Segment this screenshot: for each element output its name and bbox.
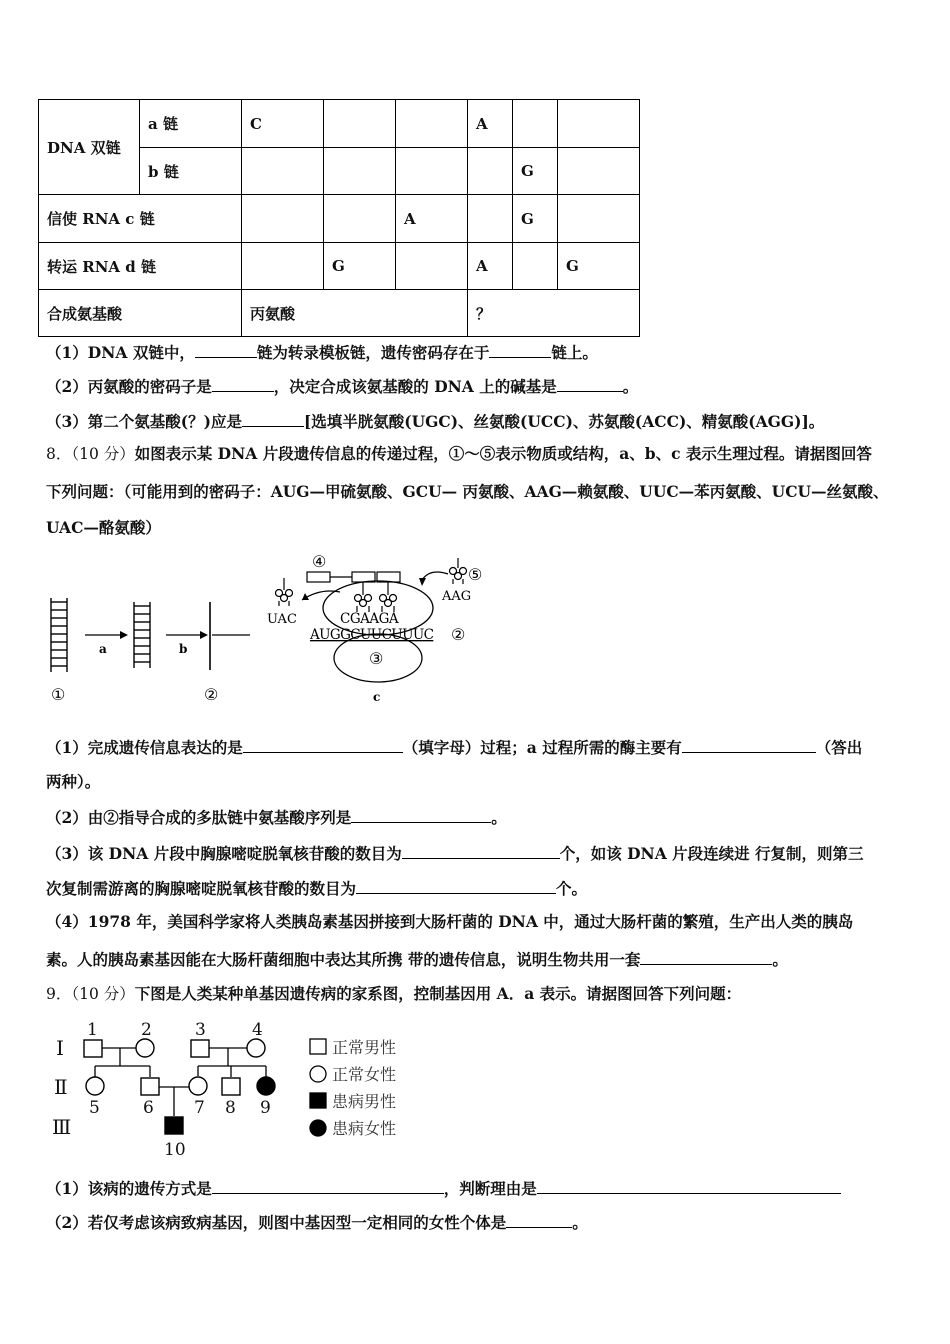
individual-7-female	[189, 1077, 207, 1095]
individual-8-male	[222, 1078, 240, 1095]
generation-2: Ⅱ	[54, 1075, 68, 1099]
cell	[396, 148, 468, 195]
answer-blank[interactable]	[557, 375, 623, 392]
label-2b: ②	[451, 625, 466, 644]
process-c-label: c	[373, 690, 381, 704]
legend-normal-female-icon	[310, 1066, 326, 1082]
q8-sub4: （4）1978 年，美国科学家将人类胰岛素基因拼接到大肠杆菌的 DNA 中，通过大肠杆菌的繁殖，生产出人类的胰岛	[46, 912, 854, 931]
anticodon-text: CGAAGA	[340, 611, 399, 627]
answer-blank[interactable]	[537, 1177, 841, 1194]
individual-1-male	[84, 1040, 102, 1057]
q8-intro-3: UAC—酪氨酸）	[46, 518, 161, 537]
amino-acid-2: ？	[468, 290, 640, 337]
legend-normal-male: 正常男性	[332, 1038, 397, 1057]
legend-affected-female: 患病女性	[332, 1119, 397, 1138]
id-label: 7	[194, 1098, 205, 1118]
answer-blank[interactable]	[243, 736, 403, 753]
amino-acid-1: 丙氨酸	[242, 290, 468, 337]
individual-9-affected-female	[257, 1077, 275, 1095]
id-label: 9	[260, 1098, 271, 1118]
answer-blank[interactable]	[489, 341, 551, 358]
answer-blank[interactable]	[402, 842, 560, 859]
cell: A	[468, 243, 513, 290]
q7-sub2: （2）丙氨酸的密码子是 ，决定合成该氨基酸的 DNA 上的碱基是 。	[46, 377, 639, 396]
answer-blank[interactable]	[242, 410, 304, 427]
answer-blank[interactable]	[356, 877, 556, 894]
dna-expression-figure	[40, 550, 483, 710]
q8-sub1: （1）完成遗传信息表达的是 （填字母）过程；a 过程所需的酶主要有 （答出	[46, 738, 863, 757]
cell	[558, 100, 640, 148]
answer-blank[interactable]	[351, 806, 491, 823]
cell	[468, 195, 513, 243]
enter-arrow	[422, 572, 448, 580]
id-label: 10	[164, 1140, 186, 1160]
q8-intro-2: 下列问题：（可能用到的密码子：AUG—甲硫氨酸、GCU— 丙氨酸、AAG—赖氨酸、UUC—苯丙氨酸、UCU—丝氨酸、	[46, 482, 889, 501]
cell: A	[468, 100, 513, 148]
generation-1: Ⅰ	[56, 1036, 64, 1060]
label-2: ②	[204, 685, 219, 704]
id-label: 1	[87, 1020, 98, 1040]
answer-blank[interactable]	[506, 1211, 572, 1228]
cell	[468, 148, 513, 195]
q9-intro: 9．（10 分）下图是人类某种单基因遗传病的家系图，控制基因用 A．a 表示。请据图回答下列问题：	[46, 984, 742, 1003]
individual-3-male	[191, 1040, 209, 1057]
cell: G	[558, 243, 640, 290]
id-label: 6	[143, 1098, 154, 1118]
individual-4-female	[247, 1039, 265, 1057]
cell	[513, 100, 558, 148]
cell	[513, 243, 558, 290]
trna-in-ribosome	[355, 582, 397, 612]
trna-uac-label: UAC	[267, 612, 297, 627]
trna-aag-label: AAG	[442, 589, 472, 604]
cell	[242, 148, 324, 195]
answer-blank[interactable]	[640, 948, 772, 965]
q8-sub1-cont: 两种）。	[46, 772, 101, 791]
id-label: 4	[252, 1020, 263, 1040]
legend-affected-male: 患病男性	[332, 1092, 397, 1111]
cell	[324, 100, 396, 148]
pedigree-chart	[40, 1013, 440, 1163]
cell	[324, 148, 396, 195]
generation-3: Ⅲ	[52, 1115, 72, 1139]
cell	[396, 243, 468, 290]
cell	[324, 195, 396, 243]
legend-normal-female: 正常女性	[332, 1065, 397, 1084]
cell	[396, 100, 468, 148]
individual-10-affected-male	[165, 1117, 183, 1134]
a-chain-label: a 链	[140, 100, 242, 148]
label-4: ④	[312, 552, 327, 571]
trna-entering	[450, 558, 467, 584]
answer-blank[interactable]	[212, 375, 274, 392]
cell: G	[513, 148, 558, 195]
q9-sub1: （1）该病的遗传方式是 ，判断理由是	[46, 1177, 841, 1199]
answer-blank[interactable]	[195, 341, 257, 358]
process-a-label: a	[99, 642, 107, 656]
answer-blank[interactable]	[682, 736, 816, 753]
q8-sub3: （3）该 DNA 片段中胸腺嘧啶脱氧核苷酸的数目为 个，如该 DNA 片段连续进 行复制，则第三	[46, 844, 864, 863]
id-label: 3	[195, 1020, 206, 1040]
process-b-label: b	[179, 642, 188, 656]
legend-affected-female-icon	[310, 1120, 326, 1136]
label-1: ①	[51, 685, 66, 704]
amino-acid-box	[352, 572, 375, 582]
dna-double-strand-label: DNA 双链	[39, 100, 140, 195]
amino-acid-label: 合成氨基酸	[39, 290, 242, 337]
individual-2-female	[136, 1039, 154, 1057]
q7-sub1: （1）DNA 双链中， 链为转录模板链，遗传密码存在于 链上。	[46, 343, 598, 362]
cell: C	[242, 100, 324, 148]
cell	[242, 243, 324, 290]
amino-acid-box	[307, 572, 330, 582]
id-label: 5	[89, 1098, 100, 1118]
dna-ladder-2	[134, 602, 150, 668]
q8-sub3-cont: 次复制需游离的胸腺嘧啶脱氧核苷酸的数目为 个。	[46, 879, 588, 898]
b-chain-label: b 链	[140, 148, 242, 195]
q8-sub2: （2）由②指导合成的多肽链中氨基酸序列是 。	[46, 808, 507, 827]
trna-label: 转运 RNA d 链	[39, 243, 242, 290]
answer-blank[interactable]	[212, 1177, 444, 1194]
id-label: 2	[141, 1020, 152, 1040]
label-5: ⑤	[468, 565, 483, 584]
q7-sub3: （3）第二个氨基酸(？)应是 [选填半胱氨酸(UGC)、丝氨酸(UCC)、苏氨酸(ACC)、精氨酸(AGG)]。	[46, 412, 825, 431]
individual-5-female	[86, 1077, 104, 1095]
id-label: 8	[225, 1098, 236, 1118]
legend-affected-male-icon	[310, 1093, 326, 1108]
cell	[558, 195, 640, 243]
trna-leaving	[276, 578, 293, 606]
cell: A	[396, 195, 468, 243]
q8-intro-1: 8．（10 分）如图表示某 DNA 片段遗传信息的传递过程，①～⑤表示物质或结构，a、b、c 表示生理过程。请据图回答	[46, 444, 872, 463]
cell: G	[324, 243, 396, 290]
mrna-label: 信使 RNA c 链	[39, 195, 242, 243]
q9-sub2: （2）若仅考虑该病致病基因，则图中基因型一定相同的女性个体是 。	[46, 1213, 588, 1232]
cell: G	[513, 195, 558, 243]
cell	[558, 148, 640, 195]
genetic-code-table	[38, 99, 640, 337]
label-3: ③	[369, 649, 384, 668]
mrna-sequence: AUGGCUUCUUUC	[310, 627, 434, 643]
legend-normal-male-icon	[310, 1039, 326, 1054]
q8-sub4-cont: 素。人的胰岛素基因能在大肠杆菌细胞中表达其所携 带的遗传信息，说明生物共用一套 。	[46, 950, 788, 969]
cell	[242, 195, 324, 243]
dna-ladder-1	[51, 598, 67, 672]
individual-6-male	[141, 1078, 159, 1095]
